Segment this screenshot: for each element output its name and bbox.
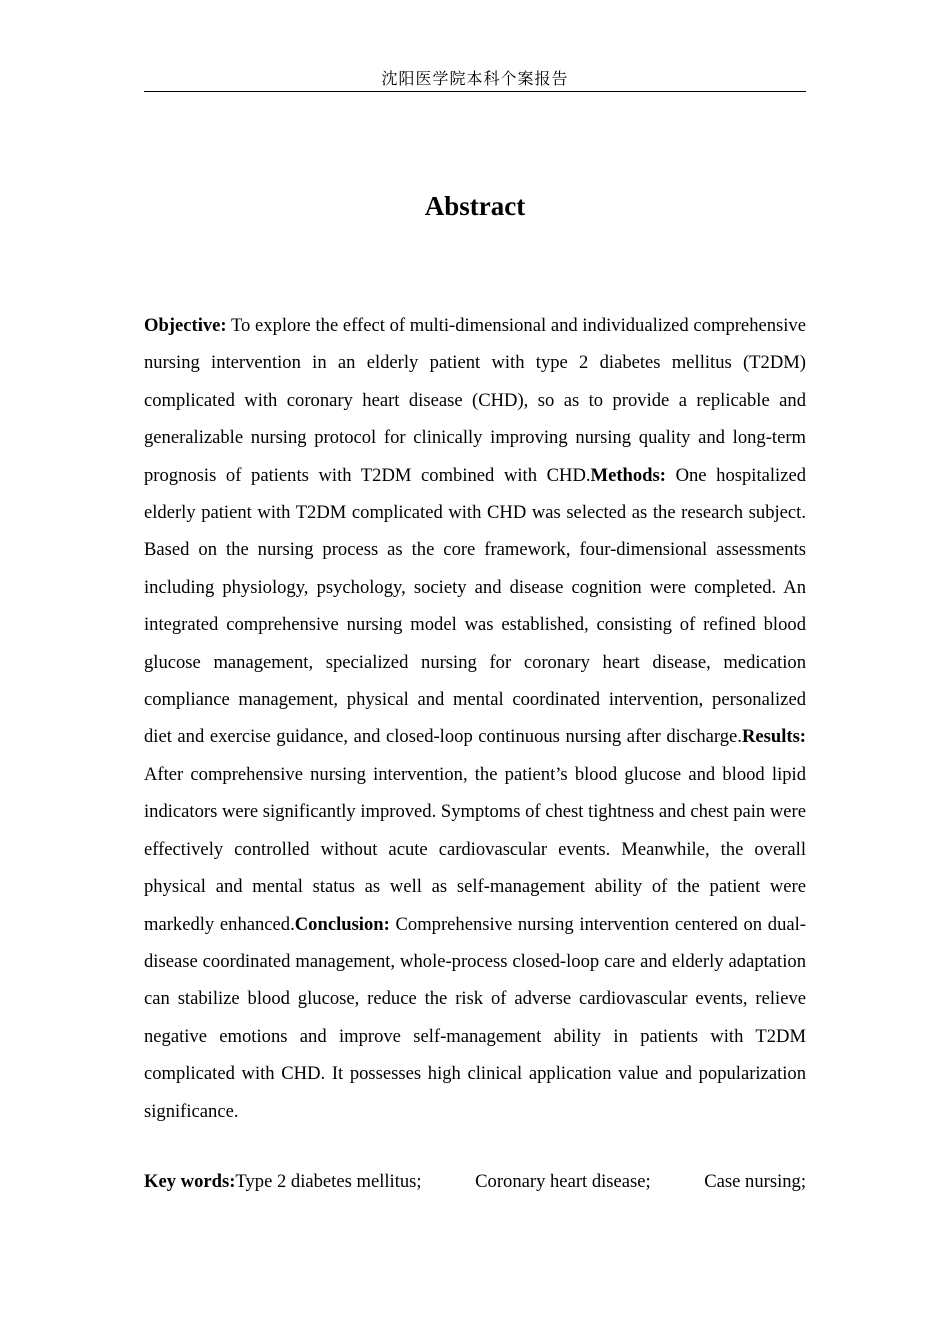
running-header <box>144 66 806 92</box>
keyword-item: Type 2 diabetes mellitus; <box>235 1171 422 1192</box>
results-label: Results: <box>741 726 806 748</box>
results-text: After comprehensive nursing intervention, the patient’s blood glucose and blood lipid indicators were significantly improved. Symptoms of chest tightness and chest pain were effectively controlled without acute cardiovascular events. Meanwhile, the overall physical and mental status as well as self-management ability of the patient were markedly enhanced. <box>144 763 806 935</box>
conclusion-text: Comprehensive nursing intervention centered on dual-disease coordinated management, whole-process closed-loop care and elderly adaptation can stabilize blood glucose, reduce the risk of adverse cardiovascular events, relieve negative emotions and improve self-management ability in patients with T2DM complicated with CHD. It possesses high clinical application value and popularization significance. <box>144 913 806 1122</box>
keywords-first <box>144 1163 422 1200</box>
keywords-label: Key words: <box>144 1171 236 1192</box>
keywords-line <box>144 1163 806 1200</box>
conclusion-label: Conclusion: <box>294 913 390 935</box>
methods-label: Methods: <box>590 464 666 486</box>
running-title: 沈阳医学院本科个案报告 <box>381 69 569 88</box>
keyword-item: Case nursing; <box>704 1171 806 1192</box>
abstract-body <box>144 307 806 1130</box>
objective-label: Objective: <box>144 315 227 336</box>
abstract-title: Abstract <box>424 191 526 221</box>
keyword-item: Coronary heart disease; <box>475 1171 651 1192</box>
objective-text: To explore the effect of multi-dimensional and individualized comprehensive nursing intervention in an elderly patient with type 2 diabetes mellitus (T2DM) complicated with coronary heart disease (CHD), so as to provide a replicable and generalizable nursing protocol for clinically improving nursing quality and long-term prognosis of patients with T2DM combined with CHD. <box>144 315 806 486</box>
methods-text: One hospitalized elderly patient with T2DM complicated with CHD was selected as the research subject. Based on the nursing process as the core framework, four-dimensional assessments including physiology, psychology, society and disease cognition were completed. An integrated comprehensive nursing model was established, consisting of refined blood glucose management, specialized nursing for coronary heart disease, medication compliance management, physical and mental coordinated intervention, personalized diet and exercise guidance, and closed-loop continuous nursing after discharge. <box>144 464 807 748</box>
